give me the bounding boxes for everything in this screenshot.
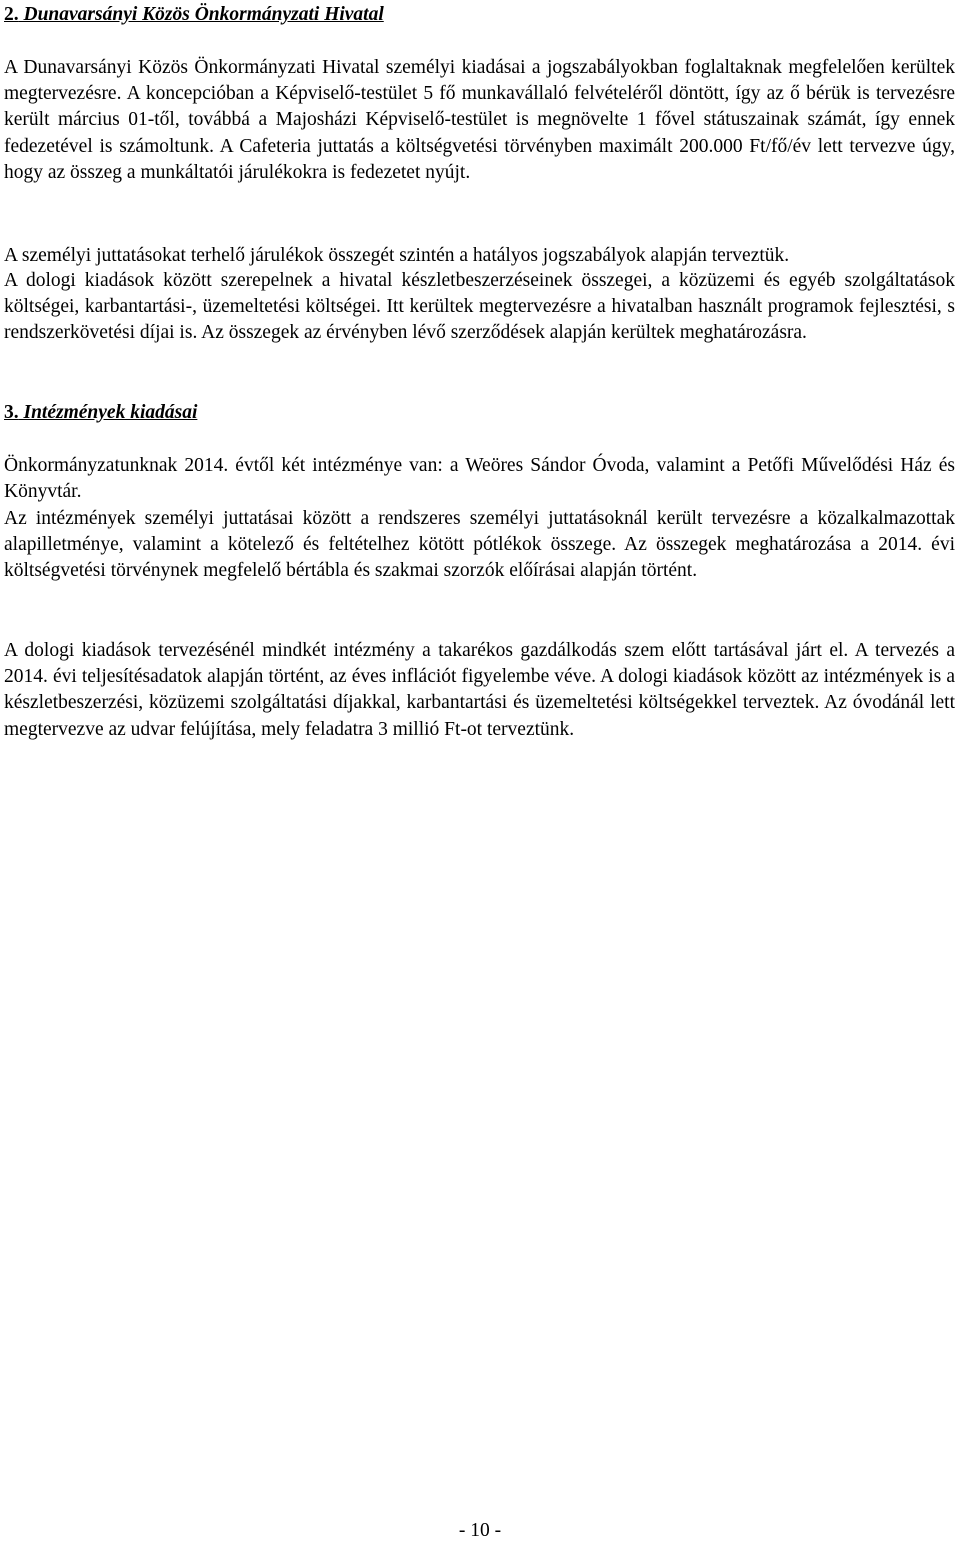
paragraph-institutions: Önkormányzatunknak 2014. évtől két intézménye van: a Weöres Sándor Óvoda, valamint a Petőfi Művelődési Ház és Könyvtár. <box>4 455 955 503</box>
paragraph-material-expenses: A dologi kiadások között szerepelnek a hivatal készletbeszerzéseinek összegei, a közüzemi és egyéb szolgáltatások költségei, karbantartási-, üzemeltetési költségei. Itt kerültek megtervezésre a hivatalban használt programok fejlesztési, s rendszerkövetési díjai is. Az összegek az érvényben lévő szerződések alapján kerültek meghatározásra. <box>4 270 955 344</box>
paragraph-institution-personnel: Az intézmények személyi juttatásai között a rendszeres személyi juttatásoknál került tervezésre a közalkalmazottak alapilletménye, valamint a kötelező és feltételhez kötött pótlékok összege. Az összegek meghatározása a 2014. évi költségvetési törvénynek megfelelő bértábla és szakmai szorzók előírásai alapján történt. <box>4 508 955 582</box>
page-number: - 10 - <box>458 1520 502 1541</box>
paragraph-institution-material: A dologi kiadások tervezésénél mindkét intézmény a takarékos gazdálkodás szem előtt tartásával járt el. A tervezés a 2014. évi teljesítésadatok alapján történt, az éves inflációt figyelembe véve. A dologi kiadások között az intézmények is a készletbeszerzési, közüzemi szolgáltatási díjakkal, karbantartási és üzemeltetési költségekkel terveztek. Az óvodánál lett megtervezve az udvar felújítása, mely feladatra 3 millió Ft-ot terveztünk. <box>4 640 955 740</box>
section-heading-3 <box>4 400 197 426</box>
section-number: 3. <box>4 402 19 423</box>
section-title: Dunavarsányi Közös Önkormányzati Hivatal <box>23 4 384 25</box>
section-heading-2 <box>4 2 384 28</box>
section-title: Intézmények kiadásai <box>23 402 198 423</box>
paragraph-personnel-expenses: A Dunavarsányi Közös Önkormányzati Hivatal személyi kiadásai a jogszabályokban foglaltaknak megfelelően kerültek megtervezésre. A koncepcióban a Képviselő-testület 5 fő munkavállaló felvételéről döntött, így az ő bérük is tervezésre került március 01-től, továbbá a Majosházi Képviselő-testület is megnövelte 1 fővel státuszainak számát, így ennek fedezetével is számoltunk. A Cafeteria juttatás a költségvetési törvényben maximált 200.000 Ft/fő/év lett tervezve úgy, hogy az összeg a munkáltatói járulékokra is fedezetet nyújt. <box>4 57 955 183</box>
paragraph-contributions: A személyi juttatásokat terhelő járulékok összegét szintén a hatályos jogszabályok alapján terveztük. <box>4 245 790 266</box>
section-number: 2. <box>4 4 19 25</box>
